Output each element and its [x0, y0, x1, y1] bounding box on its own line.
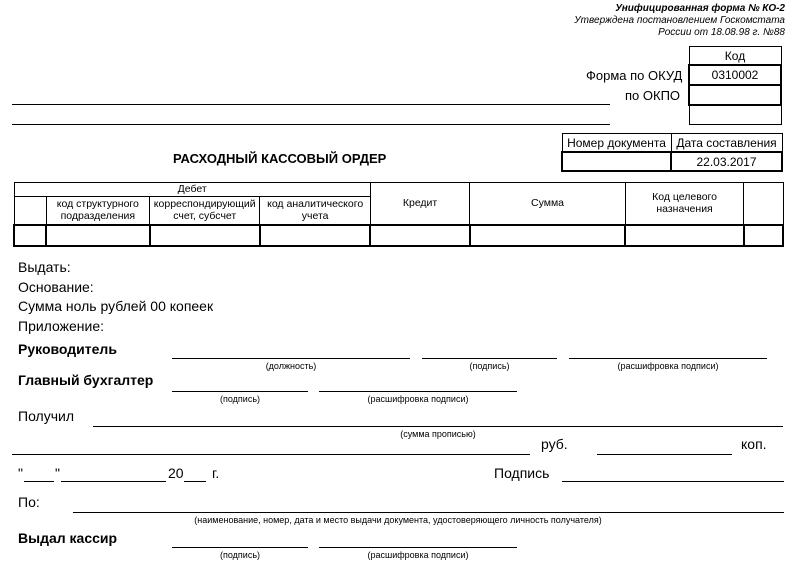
summa-propisyu-line[interactable] [12, 454, 530, 455]
caption-dolzhnost: (должность) [265, 361, 317, 371]
poluchil-label: Получил [18, 408, 74, 424]
kassir-signature-line[interactable] [172, 547, 308, 548]
department-line[interactable] [12, 124, 610, 125]
form-header [574, 3, 785, 39]
date-quote-close: " [55, 465, 60, 481]
podpis-label: Подпись [494, 465, 550, 481]
kredit-header: Кредит [370, 183, 469, 225]
okud-label: Форма по ОКУД [586, 68, 683, 83]
table-cell[interactable] [744, 225, 783, 246]
anal-header: код аналитического учета [260, 197, 370, 225]
table-cell[interactable] [14, 225, 46, 246]
caption-rasshifrovka: (расшифровка подписи) [367, 394, 469, 404]
codes-table [688, 46, 782, 125]
okpo-label: по ОКПО [625, 88, 681, 103]
table-cell[interactable] [150, 225, 260, 246]
date-quote-open: " [18, 465, 23, 481]
rukovoditel-position-line[interactable] [172, 358, 410, 359]
caption-rasshifrovka: (расшифровка подписи) [617, 361, 719, 371]
vydat-label: Выдать: [18, 259, 71, 275]
form-title: Унифицированная форма № КО-2 [615, 3, 785, 14]
kop-line[interactable] [597, 454, 732, 455]
caption-document: (наименование, номер, дата и место выдачи документа, удостоверяющего личность получателя) [194, 515, 602, 525]
code-header: Код [689, 47, 781, 66]
target-header: Код целевого назначения [625, 183, 743, 225]
date-day-line[interactable] [24, 481, 54, 482]
summa-header: Сумма [470, 183, 626, 225]
kassir-decoding-line[interactable] [319, 547, 517, 548]
okpo-value[interactable] [689, 85, 781, 105]
glavbuh-decoding-line[interactable] [319, 391, 517, 392]
kop-label: коп. [741, 436, 767, 452]
summa-text: Сумма ноль рублей 00 копеек [18, 298, 214, 314]
document-number-table [561, 133, 783, 172]
date-year: 20 [168, 465, 184, 481]
rukovoditel-signature-line[interactable] [422, 358, 557, 359]
corr-header: корреспондирующий счет, субсчет [150, 197, 260, 225]
rukovoditel-label: Руководитель [18, 341, 117, 357]
table-cell[interactable] [470, 225, 626, 246]
po-line[interactable] [73, 512, 784, 513]
code-empty [689, 105, 781, 125]
podpis-line[interactable] [562, 481, 784, 482]
number-header: Номер документа [562, 134, 671, 153]
rukovoditel-decoding-line[interactable] [569, 358, 767, 359]
number-value[interactable] [562, 152, 671, 171]
okud-value[interactable]: 0310002 [689, 65, 781, 85]
table-cell[interactable] [625, 225, 743, 246]
date-g: г. [212, 465, 220, 481]
document-title: РАСХОДНЫЙ КАССОВЫЙ ОРДЕР [173, 151, 387, 166]
date-value[interactable]: 22.03.2017 [671, 152, 782, 171]
table-cell[interactable] [370, 225, 469, 246]
osnovanie-label: Основание: [18, 279, 94, 295]
blank-header [744, 183, 783, 225]
approved-line-2: России от 18.08.98 г. №88 [658, 27, 785, 38]
debet-header: Дебет [14, 183, 370, 197]
caption-podpis: (подпись) [469, 361, 510, 371]
date-year-line[interactable] [184, 481, 206, 482]
poluchil-line[interactable] [93, 426, 783, 427]
table-cell[interactable] [46, 225, 149, 246]
caption-rasshifrovka: (расшифровка подписи) [367, 550, 469, 560]
struct-header: код структурного подразделения [46, 197, 149, 225]
organization-line[interactable] [12, 104, 610, 105]
caption-summa-propisyu: (сумма прописью) [400, 429, 476, 439]
caption-podpis: (подпись) [219, 394, 261, 404]
glavbuh-signature-line[interactable] [172, 391, 308, 392]
main-table [13, 182, 784, 247]
date-month-line[interactable] [61, 481, 166, 482]
po-label: По: [18, 494, 40, 510]
approved-line-1: Утверждена постановлением Госкомстата [574, 15, 785, 26]
table-cell[interactable] [260, 225, 370, 246]
blank-subheader [14, 197, 46, 225]
vydal-kassir-label: Выдал кассир [18, 530, 118, 546]
date-header: Дата составления [671, 134, 782, 153]
rub-label: руб. [541, 436, 568, 452]
caption-podpis: (подпись) [219, 550, 261, 560]
prilozhenie-label: Приложение: [18, 318, 105, 334]
glavbuh-label: Главный бухгалтер [18, 372, 154, 388]
